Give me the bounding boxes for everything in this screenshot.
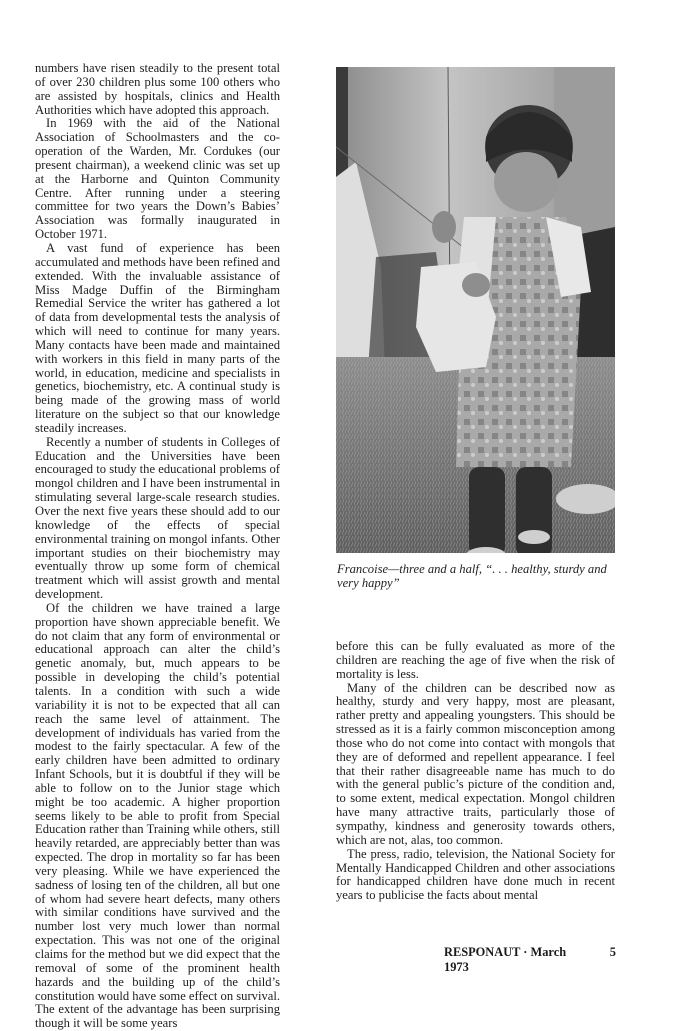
right-text-column bbox=[336, 640, 615, 903]
paragraph: Of the children we have trained a large proportion have shown appreciable benefit. We do not claim that any form of environmental or educational approach can alter the child’s genetic anomaly, but, much appears to be possible in developing the child’s potential talents. In a condition with such a wide variability it is not to be expected that all can reach the same level of attainment. The development of individuals has varied from the modest to the fairly spectacular. A few of the early children have been admitted to ordinary Infant Schools, but it is doubtful if they will be able to follow on to the Junior stage which might be too academic. A higher proportion seems likely to be able to profit from Special Education rather than Training while others, still heavily retarded, are appreciably better than was expected. The drop in mortality so far has been very pleasing. While we have experienced the sadness of losing ten of the children, all but one of whom had severe heart defects, many others with similar conditions have survived and the number lost very much lower than normal expectation. This was not one of the original claims for the method but we did expect that the removal of some of the prominent health hazards and the building up of the child’s constitution would have some effect on survival. The extent of the advantage has been surprising though it will be some years bbox=[35, 600, 280, 1031]
photo-caption: Francoise—three and a half, “. . . healthy, sturdy and very happy” bbox=[337, 562, 607, 590]
paragraph: numbers have risen steadily to the present total of over 230 children plus some 100 others who are assisted by hospitals, clinics and Health Authorities which have adopted this approach. bbox=[35, 61, 280, 117]
paragraph: before this can be fully evaluated as more of the children are reaching the age of five when the risk of mortality is less. bbox=[336, 639, 615, 681]
paragraph: A vast fund of experience has been accumulated and methods have been refined and extended. With the invaluable assistance of Miss Madge Duffin of the Birmingham Remedial Service the writer has gathered a lot of data from developmental tests the analysis of which will need to continue for many years. Many contacts have been made and maintained with workers in this field in many parts of the world, in education, medicine and specialists in genetics, biochemistry, etc. A continual study is being made of the growing mass of world literature on the subject so that our knowledge steadily increases. bbox=[35, 240, 280, 435]
left-text-column bbox=[35, 62, 280, 1031]
paragraph: The press, radio, television, the National Society for Mentally Handicapped Children and other associations for handicapped children have done much in recent years to publicise the facts about mental bbox=[336, 846, 615, 903]
photo-francoise bbox=[336, 67, 615, 553]
photo-illustration bbox=[336, 67, 615, 553]
publication-line: RESPONAUT · March 1973 bbox=[444, 945, 567, 974]
paragraph: Many of the children can be described now as healthy, sturdy and very happy, most are pleasant, rather pretty and appealing youngsters. This should be stressed as it is a fairly common misconception among those who do not come into contact with mongols that they are of deformed and repellent appearance. I feel that their rather disagreeable name has much to do with the general public’s picture of the condition and, to some extent, medical expectation. Mongol children have many attractive traits, particularly those of sympathy, kindness and generosity towards others, which are not, alas, too common. bbox=[336, 680, 615, 847]
paragraph: Recently a number of students in Colleges of Education and the Universities have been encouraged to study the educational problems of mongol children and I have been instrumental in stimulating several large-scale research studies. Over the next five years these should add to our knowledge of the effects of special environmental training on mongol infants. Other important studies on their biochemistry may eventually throw up some form of chemical treatment which will assist growth and mental development. bbox=[35, 434, 280, 602]
paragraph: In 1969 with the aid of the National Association of Schoolmasters and the co-operation of the Warden, Mr. Cordukes (our present chairman), a weekend clinic was set up at the Harborne and Quinton Community Centre. After running under a steering committee for two years the Down’s Babies’ Association was formally inaugurated in October 1971. bbox=[35, 116, 280, 242]
page-number: 5 bbox=[609, 945, 616, 959]
page-footer bbox=[444, 945, 616, 975]
